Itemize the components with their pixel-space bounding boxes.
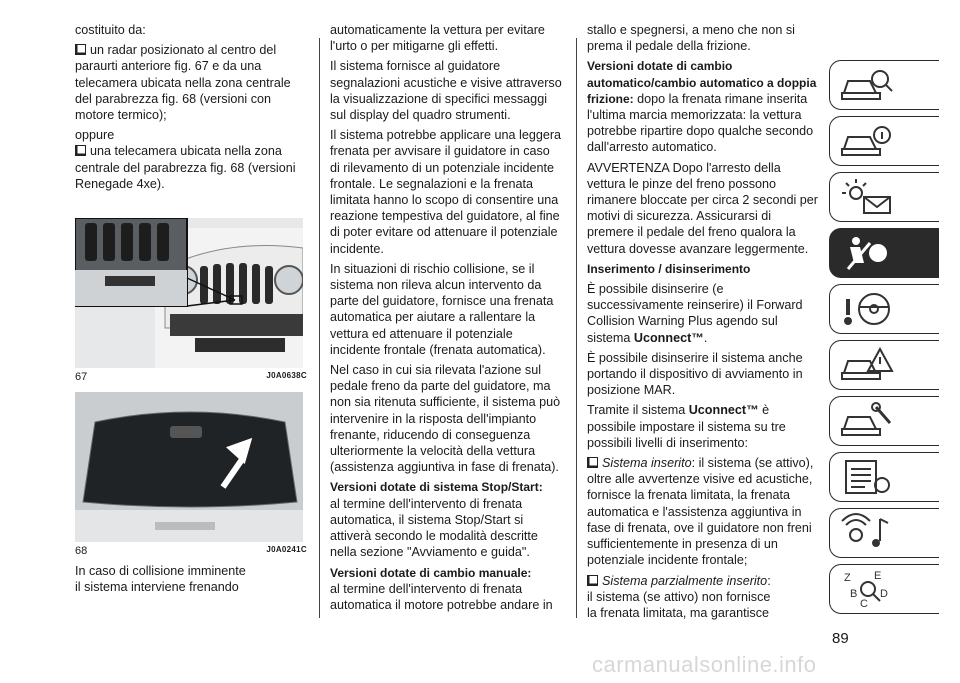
car-warning-icon bbox=[840, 345, 894, 385]
or-text: oppure bbox=[75, 128, 115, 143]
column-divider bbox=[576, 38, 577, 618]
windshield-camera-illustration bbox=[75, 392, 303, 542]
page-number: 89 bbox=[832, 630, 849, 647]
tab-emergency[interactable] bbox=[829, 340, 939, 390]
paragraph: È possibile disinserire (e successivamente reinserire) il Forward Collision Warning Plus agendo sul sistema Uconnect™. bbox=[587, 282, 803, 345]
paragraph: stallo e spegnersi, a meno che non si prema il pedale della frizione. bbox=[587, 23, 795, 54]
checkbox-bullet-icon bbox=[587, 457, 598, 468]
paragraph: il sistema (se attivo) non fornisce bbox=[587, 589, 771, 604]
section-heading: Versioni dotate di cambio automatico/cambio automatico a doppia frizione: bbox=[587, 59, 817, 106]
column-divider bbox=[319, 38, 320, 618]
intro-text: costituito da: bbox=[75, 23, 146, 37]
warning-lights-icon bbox=[840, 177, 894, 217]
airbag-seat-icon bbox=[840, 233, 894, 273]
multimedia-icon bbox=[840, 513, 894, 553]
paragraph: al termine dell'intervento di frenata automatica il motore potrebbe andare in bbox=[330, 581, 553, 612]
watermark-footer[interactable]: carmanualsonline.info bbox=[592, 652, 817, 677]
paragraph: Il sistema fornisce al guidatore segnalazioni acustiche e visive attraverso la visualizzazione di specifici messaggi sul display del quadro strumenti. bbox=[330, 59, 562, 123]
figure-number: 67 bbox=[75, 371, 88, 383]
figure-code: J0A0241C bbox=[266, 545, 307, 554]
figure-67-image bbox=[75, 218, 303, 368]
paragraph: Versioni dotate di cambio automatico/cambio automatico a doppia frizione: dopo la frenata rimane inserita l'ultima marcia memorizzata: la vettura potrebbe ripartire dopo qualche secondo dall'arresto automatico. bbox=[587, 59, 817, 155]
column-1 bbox=[75, 22, 307, 196]
car-info-icon bbox=[840, 121, 894, 161]
list-item: una telecamera ubicata nella zona centrale del parabrezza fig. 68 (versioni Renegade 4xe). bbox=[75, 144, 296, 191]
paragraph: automaticamente la vettura per evitare l'urto o per mitigarne gli effetti. bbox=[330, 23, 545, 54]
svg-text:C: C bbox=[860, 598, 868, 609]
tab-multimedia[interactable] bbox=[829, 508, 939, 558]
figure-68-caption bbox=[75, 545, 307, 557]
paragraph: il sistema interviene frenando bbox=[75, 580, 239, 595]
tab-car-info[interactable] bbox=[829, 116, 939, 166]
svg-text:Z: Z bbox=[844, 572, 851, 584]
checkbox-bullet-icon bbox=[587, 575, 598, 586]
tab-car-search[interactable] bbox=[829, 60, 939, 110]
section-heading: Inserimento / disinserimento bbox=[587, 261, 751, 276]
figure-number: 68 bbox=[75, 545, 88, 557]
checkbox-bullet-icon bbox=[75, 44, 86, 55]
svg-text:B: B bbox=[850, 588, 858, 600]
list-item: Sistema parzialmente inserito: bbox=[587, 573, 819, 589]
section-heading: Versioni dotate di sistema Stop/Start: bbox=[330, 480, 543, 495]
section-heading: Versioni dotate di cambio manuale: bbox=[330, 565, 532, 580]
paragraph: Tramite il sistema Uconnect™ è possibile impostare il sistema su tre possibili livelli di inserimento: bbox=[587, 403, 786, 450]
warning-paragraph: AVVERTENZA Dopo l'arresto della vettura le pinze del freno possono rimanere bloccate per circa 2 secondi per motivi di sicurezza. Assicurarsi di premere il pedale del freno qualora la vettura dovesse avanzare leggermente. bbox=[587, 160, 818, 256]
list-item: un radar posizionato al centro del paraurti anteriore fig. 67 e da una telecamera ubicata nella zona centrale del parabrezza fig. 68 (versioni con motore termico); bbox=[75, 43, 291, 123]
specs-icon bbox=[840, 457, 894, 497]
jeep-front-radar-illustration bbox=[75, 218, 303, 368]
paragraph: la frenata limitata, ma garantisce bbox=[587, 605, 769, 620]
tab-specifications[interactable] bbox=[829, 452, 939, 502]
column-1-bottom bbox=[75, 563, 307, 595]
steering-wheel-icon bbox=[840, 289, 894, 329]
tab-servicing[interactable] bbox=[829, 396, 939, 446]
paragraph: È possibile disinserire il sistema anche portando il dispositivo di avviamento in posizione MAR. bbox=[587, 350, 803, 398]
tab-safety[interactable] bbox=[829, 228, 939, 278]
figure-code: J0A0638C bbox=[266, 371, 307, 380]
svg-text:D: D bbox=[880, 588, 888, 600]
paragraph: Il sistema potrebbe applicare una leggera frenata per avvisare il guidatore in caso di rilevamento di un potenziale incidente frontale. Le segnalazioni e la frenata limitata hanno lo scopo di consentire una reazione tempestiva del guidatore, al fine di poter evitare od attenuare il potenziale incidente. bbox=[330, 128, 562, 256]
figure-67-caption bbox=[75, 371, 307, 383]
paragraph: In caso di collisione imminente bbox=[75, 564, 246, 578]
paragraph: Nel caso in cui sia rilevata l'azione sul pedale freno da parte del guidatore, ma non sia ritenuta sufficiente, il sistema può intervenire in la risposta dell'impianto frenante, riducendo di conseguenza ulteriormente la velocità della vettura (assistenza aggiuntiva in fase di frenata). bbox=[330, 363, 561, 475]
car-service-icon bbox=[840, 401, 894, 441]
svg-text:E: E bbox=[874, 570, 882, 582]
index-icon bbox=[840, 569, 894, 609]
column-2 bbox=[330, 22, 562, 617]
tab-starting-driving[interactable] bbox=[829, 284, 939, 334]
tab-warning-lights[interactable] bbox=[829, 172, 939, 222]
checkbox-bullet-icon bbox=[75, 145, 86, 156]
car-search-icon bbox=[840, 65, 894, 105]
tab-index[interactable] bbox=[829, 564, 939, 614]
list-item: Sistema inserito: il sistema (se attivo), oltre alle avvertenze visive ed acustiche, fornisce la frenata limitata, la frenata automatica e l'assistenza aggiuntiva in fase di frenata, ove il guidatore non freni sufficientemente in presenza di un potenziale incidente frontale; bbox=[587, 456, 814, 568]
figure-68-image bbox=[75, 392, 303, 542]
paragraph: In situazioni di rischio collisione, se il sistema non rileva alcun intervento da parte del guidatore, fornisce una frenata automatica per aiutare a rallentare la vettura ed attenuare il potenziale incidente frontale (frenata automatica). bbox=[330, 261, 554, 357]
paragraph: al termine dell'intervento di frenata automatica, il sistema Stop/Start si attiverà secondo le modalità descritte nella sezione "Avviamento e guida". bbox=[330, 496, 538, 560]
column-3 bbox=[587, 22, 819, 621]
